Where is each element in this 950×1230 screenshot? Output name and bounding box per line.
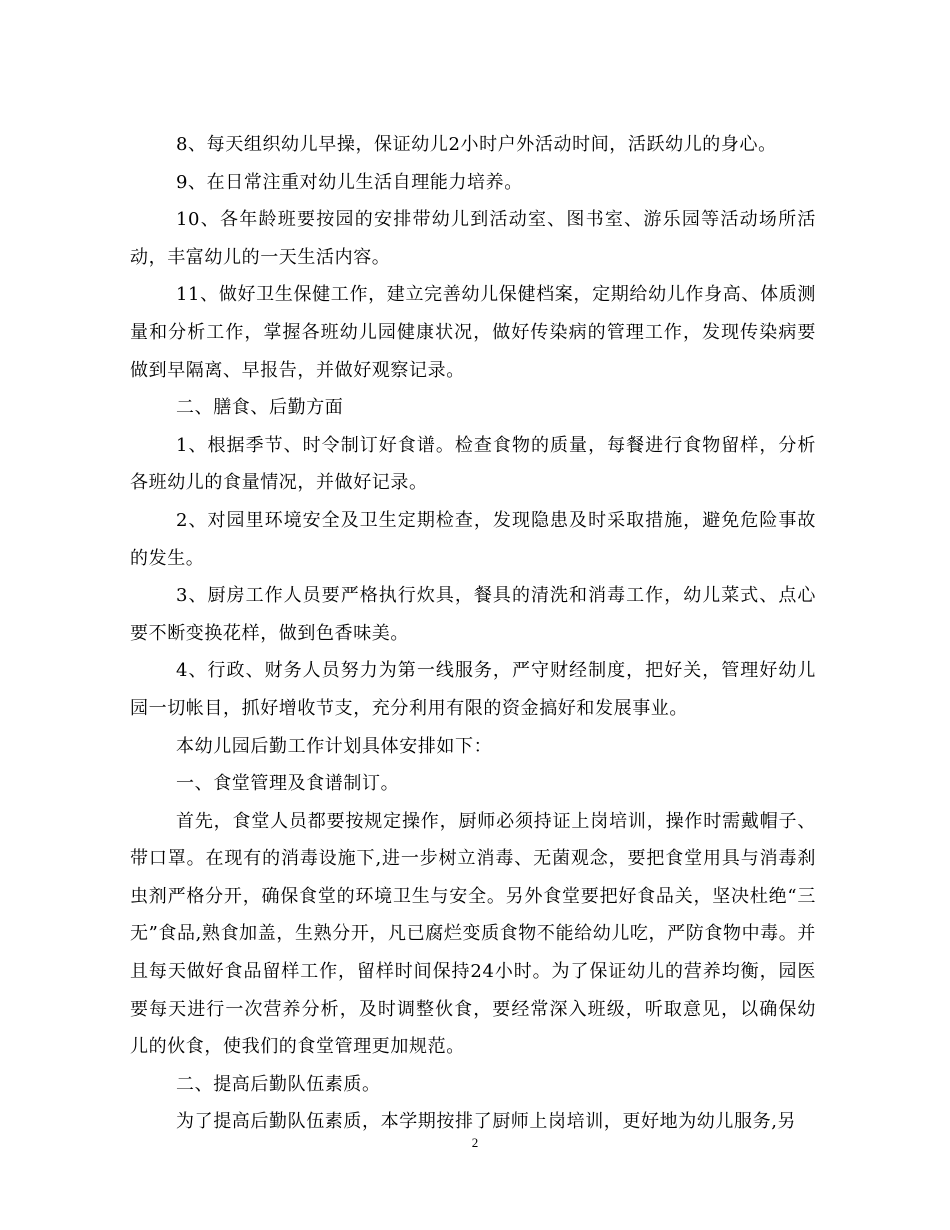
page-number: 2 (471, 1135, 479, 1150)
paragraph-item-3: 3、厨房工作人员要严格执行炊具，餐具的清洗和消毒工作，幼儿菜式、点心要不断变换花样，做到色香味美。 (130, 585, 816, 644)
section-heading-canteen: 一、食堂管理及食谱制订。 (176, 773, 400, 795)
paragraph-item-4: 4、行政、财务人员努力为第一线服务，严守财经制度，把好关，管理好幼儿园一切帐目，抓好增收节支，充分利用有限的资金搞好和发展事业。 (130, 660, 816, 719)
paragraph-item-11: 11、做好卫生保健工作，建立完善幼儿保健档案，定期给幼儿作身高、体质测量和分析工作，掌握各班幼儿园健康状况，做好传染病的管理工作，发现传染病要做到早隔离、早报告，并做好观察记录。 (130, 284, 816, 381)
paragraph-item-2: 2、对园里环境安全及卫生定期检查，发现隐患及时采取措施，避免危险事故的发生。 (130, 509, 816, 569)
paragraph-item-10: 10、各年龄班要按园的安排带幼儿到活动室、图书室、游乐园等活动场所活动，丰富幼儿的一天生活内容。 (130, 209, 816, 268)
paragraph-item-8: 8、每天组织幼儿早操，保证幼儿2小时户外活动时间，活跃幼儿的身心。 (176, 134, 777, 155)
paragraph-staff-training: 为了提高后勤队伍素质，本学期按排了厨师上岗培训，更好地为幼儿服务,另 (176, 1111, 797, 1133)
plan-intro: 本幼儿园后勤工作计划具体安排如下： (176, 735, 493, 757)
paragraph-canteen-details: 首先，食堂人员都要按规定操作，厨师必须持证上岗培训，操作时需戴帽子、带口罩。在现有的消毒设施下,进一步树立消毒、无菌观念，要把食堂用具与消毒刹虫剂严格分开，确保食堂的环境卫生与安全。另外食堂要把好食品关，坚决杜绝“三无”食品,熟食加盖，生熟分开，凡已腐烂变质食物不能给幼儿吃，严防食物中毒。并且每天做好食品留样工作，留样时间保持24小时。为了保证幼儿的营养均衡，园医要每天进行一次营养分析，及时调整伙食，要经常深入班级，听取意见，以确保幼儿的伙食，使我们的食堂管理更加规范。 (130, 810, 816, 1058)
paragraph-item-9: 9、在日常注重对幼儿生活自理能力培养。 (176, 171, 523, 193)
section-heading-catering-logistics: 二、膳食、后勤方面 (176, 397, 344, 419)
section-heading-staff-quality: 二、提高后勤队伍素质。 (176, 1073, 381, 1095)
document-body (130, 126, 816, 1141)
paragraph-item-1: 1、根据季节、时令制订好食谱。检查食物的质量，每餐进行食物留样，分析各班幼儿的食量情况，并做好记录。 (130, 434, 816, 494)
